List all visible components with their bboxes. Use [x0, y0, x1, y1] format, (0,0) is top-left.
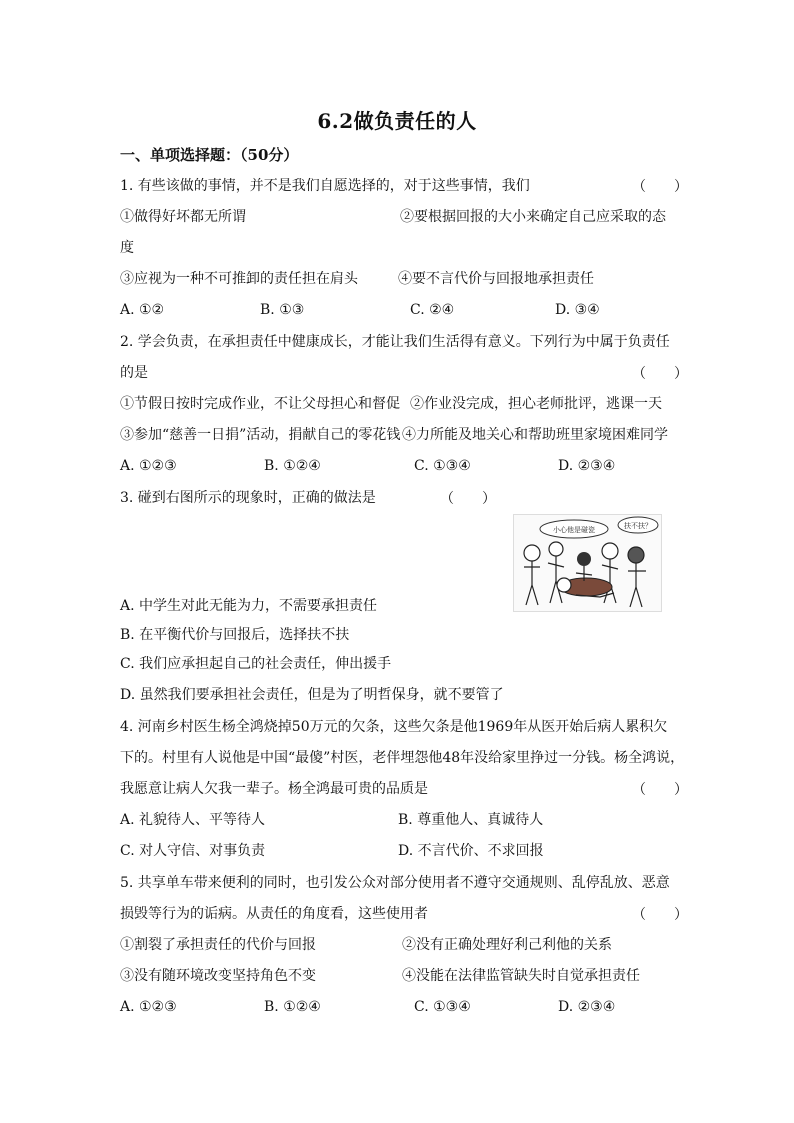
q3-choice-c: C. 我们应承担起自己的社会责任，伸出援手 — [120, 656, 392, 672]
q2-choice-a: A. ①②③ — [120, 458, 177, 474]
q2-option-4: ④力所能及地关心和帮助班里家境困难同学 — [402, 427, 668, 443]
q1-option-3: ③应视为一种不可推卸的责任担在肩头 — [120, 271, 358, 287]
q3-choice-a: A. 中学生对此无能为力，不需要承担责任 — [120, 598, 378, 614]
fallen-person — [557, 578, 614, 597]
cartoon-illustration — [514, 515, 661, 611]
q5-option-1: ①割裂了承担责任的代价与回报 — [120, 937, 316, 953]
q4-choice-c: C. 对人守信、对事负责 — [120, 843, 266, 859]
q4-stem-line2: 下的。村里有人说他是中国“最傻”村医，老伴埋怨他48年没给家里挣过一分钱。杨全鸿说， — [120, 750, 685, 766]
q5-option-3: ③没有随环境改变坚持角色不变 — [120, 968, 316, 984]
q4-choice-a: A. 礼貌待人、平等待人 — [120, 812, 266, 828]
q5-choice-c: C. ①③④ — [414, 999, 471, 1015]
q2-choice-d: D. ②③④ — [558, 458, 616, 474]
q2-stem-line1: 2. 学会负责，在承担责任中健康成长，才能让我们生活得有意义。下列行为中属于负责任 — [120, 334, 670, 350]
q1-stem: 1. 有些该做的事情，并不是我们自愿选择的，对于这些事情，我们 — [120, 178, 530, 194]
q5-choice-b: B. ①②④ — [264, 999, 321, 1015]
helper-head — [577, 552, 591, 566]
q5-choice-a: A. ①②③ — [120, 999, 177, 1015]
section-heading: 一、单项选择题：（50分） — [120, 146, 299, 164]
q2-stem-line2: 的是 — [120, 365, 148, 381]
q5-stem-line1: 5. 共享单车带来便利的同时，也引发公众对部分使用者不遵守交通规则、乱停乱放、恶意 — [120, 875, 670, 891]
q2-choice-c: C. ①③④ — [414, 458, 471, 474]
q3-stem: 3. 碰到右图所示的现象时，正确的做法是 — [120, 490, 376, 506]
q2-answer-paren: （ ） — [632, 366, 688, 382]
q1-choice-b: B. ①③ — [260, 302, 305, 318]
q1-option-1: ①做得好坏都无所谓 — [120, 209, 246, 225]
q3-choice-d: D. 虽然我们要承担社会责任，但是为了明哲保身，就不要管了 — [120, 687, 504, 703]
q5-option-2: ②没有正确处理好利己利他的关系 — [402, 937, 612, 953]
q3-cartoon-figure — [513, 514, 662, 612]
q4-stem-line3: 我愿意让病人欠我一辈子。杨全鸿最可贵的品质是 — [120, 781, 428, 797]
q4-answer-paren: （ ） — [632, 782, 688, 798]
q1-answer-paren: （ ） — [632, 179, 688, 195]
q5-choice-d: D. ②③④ — [558, 999, 616, 1015]
q2-choice-b: B. ①②④ — [264, 458, 321, 474]
q5-answer-paren: （ ） — [632, 907, 688, 923]
q1-choice-a: A. ①② — [120, 302, 165, 318]
q2-option-2: ②作业没完成，担心老师批评，逃课一天 — [410, 396, 662, 412]
q2-option-3: ③参加“慈善一日捐”活动，捐献自己的零花钱 — [120, 427, 401, 443]
q1-option-2: ②要根据回报的大小来确定自己应采取的态 — [400, 209, 666, 225]
q3-answer-paren: （ ） — [440, 491, 496, 507]
q3-choice-b: B. 在平衡代价与回报后，选择扶不扶 — [120, 627, 350, 643]
page-title: 6.2做负责任的人 — [317, 109, 477, 133]
q2-option-1: ①节假日按时完成作业，不让父母担心和督促 — [120, 396, 400, 412]
q4-stem-line1: 4. 河南乡村医生杨全鸿烧掉50万元的欠条，这些欠条是他1969年从医开始后病人累积欠 — [120, 719, 668, 735]
q4-choice-b: B. 尊重他人、真诚待人 — [398, 812, 544, 828]
q1-option-2-cont: 度 — [120, 240, 134, 256]
q5-option-4: ④没能在法律监管缺失时自觉承担责任 — [402, 968, 640, 984]
bubble-text-right: 扶不扶？ — [624, 522, 652, 530]
q1-choice-d: D. ③④ — [555, 302, 600, 318]
bubble-text-left: 小心他是碰瓷 — [553, 526, 595, 534]
q4-choice-d: D. 不言代价、不求回报 — [398, 843, 544, 859]
q1-choice-c: C. ②④ — [410, 302, 455, 318]
q1-option-4: ④要不言代价与回报地承担责任 — [398, 271, 594, 287]
q5-stem-line2: 损毁等行为的诟病。从责任的角度看，这些使用者 — [120, 906, 428, 922]
